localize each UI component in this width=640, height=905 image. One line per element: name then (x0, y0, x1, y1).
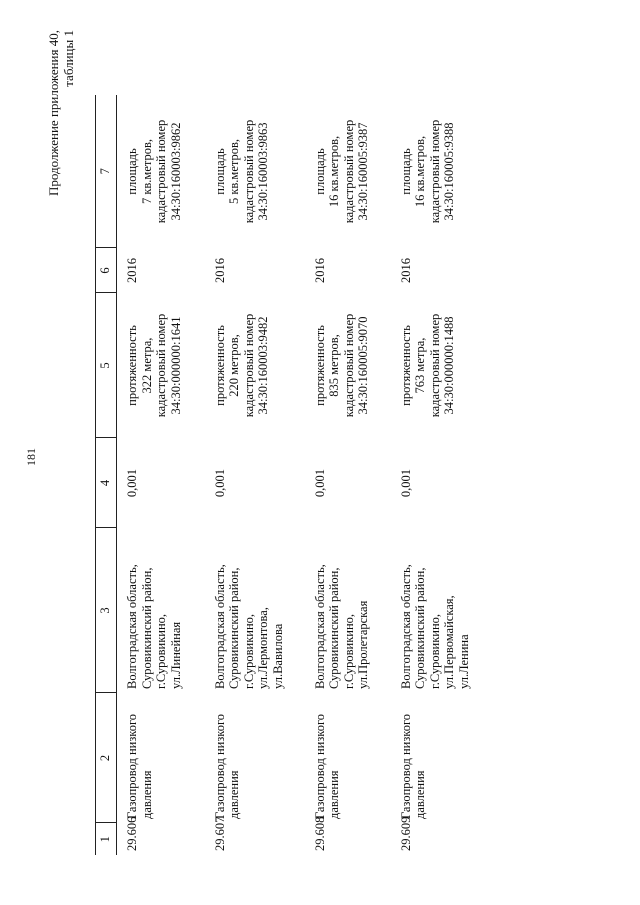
object-name: Газопровод низкого давления (212, 713, 241, 819)
object-length: протяженность 835 метров, кадастровый номер 34:30:160005:9070 (312, 313, 370, 418)
object-value: 0,001 (312, 468, 327, 498)
continuation-line-2: таблицы 1 (61, 30, 76, 87)
object-area: площадь 5 кв.метров, кадастровый номер 34:30:160003:9863 (212, 119, 270, 224)
table-row (205, 95, 305, 855)
object-value: 0,001 (212, 468, 227, 498)
column-header-7: 7 (96, 95, 117, 248)
column-header-2: 2 (96, 693, 117, 823)
data-table (95, 95, 491, 855)
column-header-4: 4 (96, 438, 117, 528)
table-row (391, 95, 491, 855)
object-year: 2016 (125, 258, 139, 283)
object-address: Волгоградская область, Суровикинский район, г.Суровикино, ул.Первомайская, ул.Ленина (398, 564, 471, 689)
row-number: 29.609 (398, 816, 413, 851)
page-number: 181 (24, 448, 38, 466)
row-number: 29.607 (212, 816, 227, 851)
object-area: площадь 7 кв.метров, кадастровый номер 34:30:160003:9862 (125, 119, 183, 224)
object-name: Газопровод низкого давления (125, 713, 154, 819)
object-length: протяженность 220 метров, кадастровый номер 34:30:160003:9482 (212, 313, 270, 418)
column-header-3: 3 (96, 528, 117, 693)
object-year: 2016 (398, 258, 413, 283)
table-header-row (96, 95, 117, 855)
object-address: Волгоградская область, Суровикинский район, г.Суровикино, ул.Лермонтова, ул.Вавилова (212, 564, 285, 689)
object-name: Газопровод низкого давления (312, 713, 341, 819)
object-length: протяженность 763 метра, кадастровый номер 34:30:000000:1488 (398, 313, 456, 418)
object-address: Волгоградская область, Суровикинский район, г.Суровикино, ул.Пролетарская (312, 564, 370, 689)
object-length: протяженность 322 метра, кадастровый номер 34:30:000000:1641 (125, 313, 183, 418)
table-row (117, 95, 205, 855)
object-area: площадь 16 кв.метров, кадастровый номер 34:30:160005:9387 (312, 119, 370, 224)
object-value: 0,001 (125, 468, 139, 498)
row-number: 29.606 (125, 816, 139, 851)
object-year: 2016 (212, 258, 227, 283)
row-number: 29.608 (312, 816, 327, 851)
object-name: Газопровод низкого давления (398, 713, 427, 819)
column-header-1: 1 (96, 823, 117, 855)
continuation-heading (46, 30, 76, 260)
column-header-6: 6 (96, 248, 117, 293)
object-value: 0,001 (398, 468, 413, 498)
table-row (305, 95, 391, 855)
data-table-rotated (95, 95, 491, 855)
object-year: 2016 (312, 258, 327, 283)
column-header-5: 5 (96, 293, 117, 438)
object-address: Волгоградская область, Суровикинский район, г.Суровикино, ул.Линейная (125, 564, 183, 689)
continuation-line-1: Продолжение приложения 40, (46, 30, 61, 197)
object-area: площадь 16 кв.метров, кадастровый номер 34:30:160005:9388 (398, 119, 456, 224)
